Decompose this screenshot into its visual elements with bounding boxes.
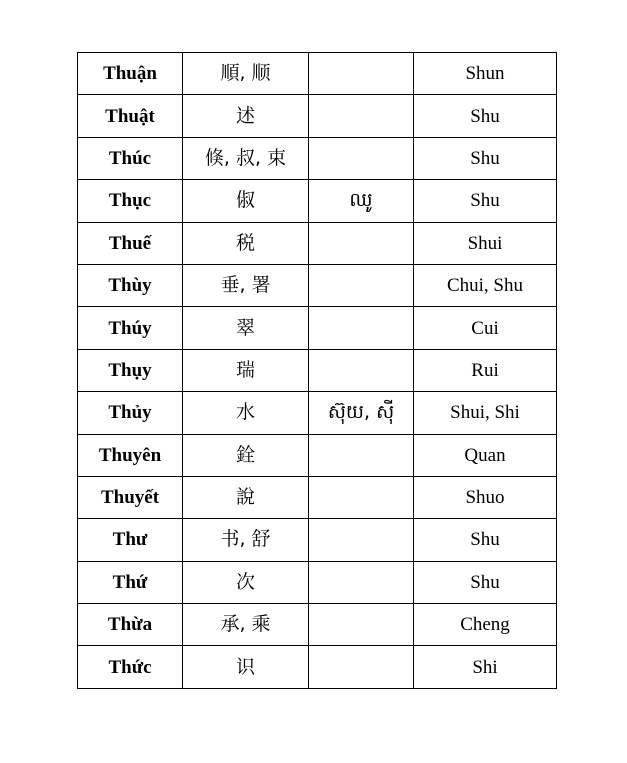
pinyin-cell: Cui [414,307,557,349]
pinyin-cell: Shui [414,222,557,264]
pinyin-cell: Shu [414,561,557,603]
han-character-cell: 书, 舒 [183,519,309,561]
han-character-cell: 說 [183,476,309,518]
lexicon-table-body [78,53,557,689]
table-row [78,604,557,646]
khmer-cell: ឈូ [309,180,414,222]
table-row [78,95,557,137]
khmer-cell [309,137,414,179]
table-row [78,561,557,603]
table-row [78,222,557,264]
pinyin-cell: Shi [414,646,557,688]
han-character-cell: 垂, 署 [183,264,309,306]
han-character-cell: 税 [183,222,309,264]
khmer-cell [309,53,414,95]
han-character-cell: 倏, 叔, 束 [183,137,309,179]
khmer-cell [309,476,414,518]
vietnamese-cell: Thục [78,180,183,222]
pinyin-cell: Cheng [414,604,557,646]
pinyin-cell: Shu [414,180,557,222]
pinyin-cell: Shu [414,519,557,561]
vietnamese-cell: Thùy [78,264,183,306]
table-row [78,476,557,518]
vietnamese-cell: Thuật [78,95,183,137]
han-character-cell: 述 [183,95,309,137]
han-character-cell: 瑞 [183,349,309,391]
khmer-cell [309,646,414,688]
han-character-cell: 承, 乘 [183,604,309,646]
han-character-cell: 水 [183,392,309,434]
vietnamese-cell: Thư [78,519,183,561]
vietnamese-cell: Thuế [78,222,183,264]
khmer-cell [309,264,414,306]
pinyin-cell: Shuo [414,476,557,518]
vietnamese-cell: Thúy [78,307,183,349]
table-row [78,137,557,179]
han-character-cell: 识 [183,646,309,688]
pinyin-cell: Quan [414,434,557,476]
khmer-cell [309,307,414,349]
han-character-cell: 順, 顺 [183,53,309,95]
table-row [78,646,557,688]
khmer-cell [309,561,414,603]
vietnamese-cell: Thúc [78,137,183,179]
khmer-cell [309,434,414,476]
pinyin-cell: Rui [414,349,557,391]
han-character-cell: 翠 [183,307,309,349]
pinyin-cell: Shun [414,53,557,95]
table-row [78,264,557,306]
pinyin-cell: Shui, Shi [414,392,557,434]
vietnamese-cell: Thuận [78,53,183,95]
han-character-cell: 次 [183,561,309,603]
vietnamese-cell: Thủy [78,392,183,434]
vietnamese-cell: Thừa [78,604,183,646]
table-row [78,53,557,95]
khmer-cell [309,222,414,264]
khmer-cell: ស៊ុយ, ស៊ី [309,392,414,434]
lexicon-table [77,52,557,689]
khmer-cell [309,95,414,137]
vietnamese-cell: Thứ [78,561,183,603]
vietnamese-cell: Thuyết [78,476,183,518]
pinyin-cell: Chui, Shu [414,264,557,306]
table-row [78,180,557,222]
table-row [78,307,557,349]
khmer-cell [309,349,414,391]
vietnamese-cell: Thụy [78,349,183,391]
pinyin-cell: Shu [414,95,557,137]
khmer-cell [309,519,414,561]
table-row [78,434,557,476]
pinyin-cell: Shu [414,137,557,179]
han-character-cell: 俶 [183,180,309,222]
han-character-cell: 銓 [183,434,309,476]
khmer-cell [309,604,414,646]
table-row [78,519,557,561]
table-row [78,349,557,391]
table-row [78,392,557,434]
vietnamese-cell: Thuyên [78,434,183,476]
vietnamese-cell: Thức [78,646,183,688]
